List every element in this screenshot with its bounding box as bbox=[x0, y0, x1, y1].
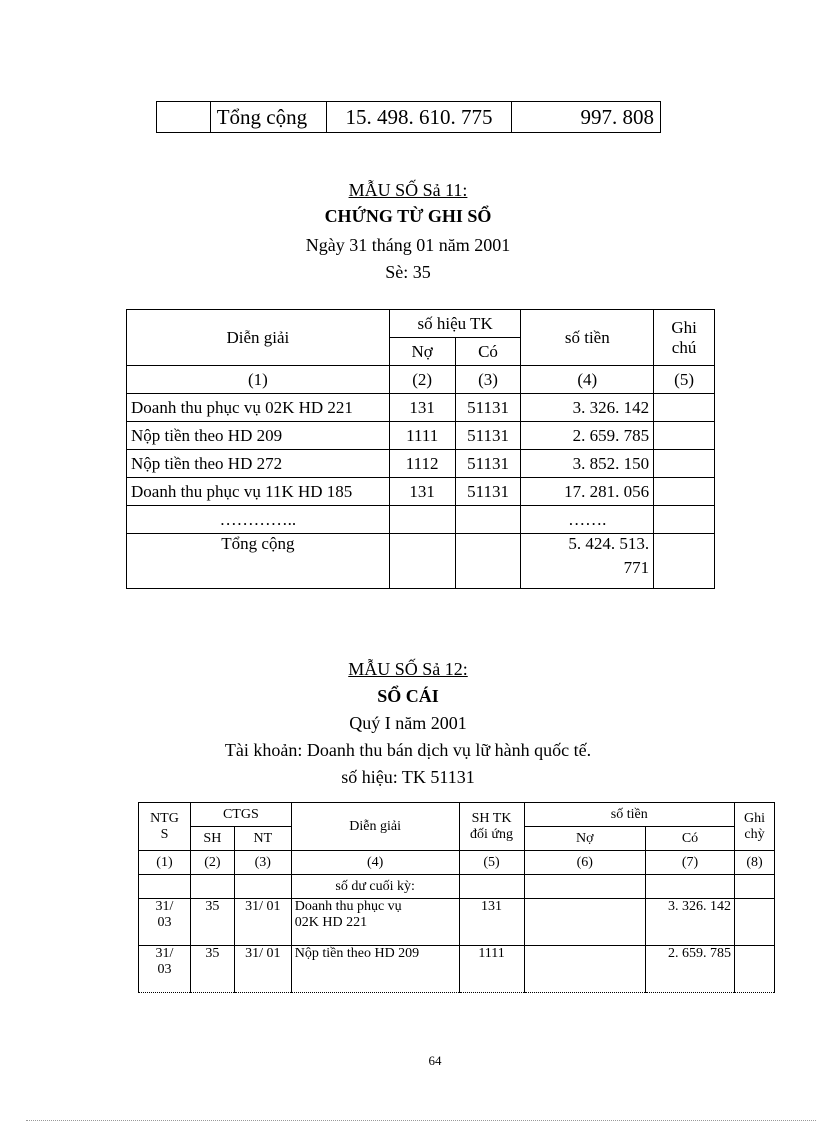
row-debit bbox=[524, 946, 646, 993]
row-sh: 35 bbox=[190, 946, 234, 993]
row-acct: 131 bbox=[459, 899, 524, 946]
opening-balance-label: số dư cuối kỳ: bbox=[291, 875, 459, 899]
ledger-table bbox=[138, 802, 775, 993]
row-desc: Doanh thu phục vụ 02K HD 221 bbox=[127, 394, 390, 422]
column-number-row bbox=[139, 851, 775, 875]
row-desc bbox=[291, 899, 459, 946]
row-note bbox=[654, 394, 715, 422]
row-credit: 2. 659. 785 bbox=[646, 946, 735, 993]
row-nt: 31/ 01 bbox=[234, 899, 291, 946]
col-number: (4) bbox=[291, 851, 459, 875]
header-debit: Nợ bbox=[524, 827, 646, 851]
empty-cell bbox=[190, 875, 234, 899]
total-amount-1: 15. 498. 610. 775 bbox=[326, 102, 512, 133]
row-date-line1: 31/ bbox=[155, 946, 174, 961]
row-acct: 1111 bbox=[459, 946, 524, 993]
form11-label: MẪU SỐ Sả 11: bbox=[348, 180, 468, 200]
total-amount-line2: 771 bbox=[623, 558, 650, 577]
empty-cell bbox=[459, 875, 524, 899]
row-desc-line1: Doanh thu phục vụ bbox=[294, 899, 402, 914]
row-date bbox=[139, 899, 191, 946]
page-bottom-rule bbox=[26, 1120, 816, 1121]
header-note-line2: chú bbox=[671, 337, 697, 357]
col-number: (3) bbox=[455, 366, 521, 394]
col-number: (2) bbox=[389, 366, 455, 394]
form12-title: SỔ CÁI bbox=[377, 686, 439, 706]
form12-account-no: số hiệu: TK 51131 bbox=[341, 767, 475, 787]
form12-label: MẪU SỐ Sả 12: bbox=[348, 659, 468, 679]
col-number: (5) bbox=[459, 851, 524, 875]
total-row bbox=[127, 534, 715, 589]
total-label: Tổng cộng bbox=[127, 534, 390, 589]
row-sh: 35 bbox=[190, 899, 234, 946]
row-amount: 2. 659. 785 bbox=[521, 422, 654, 450]
row-debit bbox=[524, 899, 646, 946]
total-amount-line1: 5. 424. 513. bbox=[568, 534, 650, 553]
col-number: (1) bbox=[127, 366, 390, 394]
header-account-no: số hiệu TK bbox=[389, 310, 521, 338]
total-row-table bbox=[156, 101, 661, 133]
header-sh: SH bbox=[190, 827, 234, 851]
ellipsis-amount: ……. bbox=[521, 506, 654, 534]
row-debit: 131 bbox=[389, 394, 455, 422]
col-number: (4) bbox=[521, 366, 654, 394]
row-desc-line2: 02K HD 221 bbox=[294, 915, 368, 930]
empty-cell bbox=[654, 534, 715, 589]
row-credit: 51131 bbox=[455, 394, 521, 422]
empty-cell bbox=[157, 102, 211, 133]
row-desc: Doanh thu phục vụ 11K HD 185 bbox=[127, 478, 390, 506]
total-amount-2: 997. 808 bbox=[512, 102, 661, 133]
header-ntgs bbox=[139, 803, 191, 851]
empty-cell bbox=[734, 899, 774, 946]
form12-period: Quý I năm 2001 bbox=[349, 713, 467, 733]
header-ctgs: CTGS bbox=[190, 803, 291, 827]
row-desc: Nộp tiền theo HD 209 bbox=[127, 422, 390, 450]
empty-cell bbox=[234, 875, 291, 899]
row-note bbox=[654, 450, 715, 478]
row-date-line1: 31/ bbox=[155, 899, 174, 914]
header-debit: Nợ bbox=[389, 338, 455, 366]
empty-cell bbox=[389, 506, 455, 534]
empty-cell bbox=[734, 875, 774, 899]
header-credit: Có bbox=[646, 827, 735, 851]
empty-cell bbox=[734, 946, 774, 993]
table-row bbox=[139, 946, 775, 993]
row-amount: 3. 326. 142 bbox=[521, 394, 654, 422]
row-note bbox=[654, 478, 715, 506]
row-date-line2: 03 bbox=[157, 915, 172, 930]
header-nt: NT bbox=[234, 827, 291, 851]
col-number: (3) bbox=[234, 851, 291, 875]
header-shtk-line1: SH TK bbox=[471, 810, 512, 826]
col-number: (2) bbox=[190, 851, 234, 875]
row-amount: 3. 852. 150 bbox=[521, 450, 654, 478]
header-amount: số tiền bbox=[524, 803, 734, 827]
voucher-table bbox=[126, 309, 715, 589]
table-row bbox=[127, 450, 715, 478]
header-note bbox=[734, 803, 774, 851]
header-credit: Có bbox=[455, 338, 521, 366]
empty-cell bbox=[389, 534, 455, 589]
row-debit: 1111 bbox=[389, 422, 455, 450]
row-debit: 1112 bbox=[389, 450, 455, 478]
opening-balance-row bbox=[139, 875, 775, 899]
row-credit: 51131 bbox=[455, 422, 521, 450]
empty-cell bbox=[455, 506, 521, 534]
table-row bbox=[127, 394, 715, 422]
table-row bbox=[139, 899, 775, 946]
header-amount: số tiền bbox=[521, 310, 654, 366]
header-ntgs-line1: NTG bbox=[150, 810, 179, 826]
row-credit: 51131 bbox=[455, 450, 521, 478]
empty-cell bbox=[646, 875, 735, 899]
row-nt: 31/ 01 bbox=[234, 946, 291, 993]
header-note-line2: chỳ bbox=[744, 826, 765, 842]
col-number: (6) bbox=[524, 851, 646, 875]
header-note-line1: Ghi bbox=[743, 810, 765, 826]
total-amount bbox=[521, 534, 654, 589]
row-date bbox=[139, 946, 191, 993]
col-number: (1) bbox=[139, 851, 191, 875]
empty-cell bbox=[524, 875, 646, 899]
total-row bbox=[157, 102, 661, 133]
header-desc: Diễn giải bbox=[291, 803, 459, 851]
row-debit: 131 bbox=[389, 478, 455, 506]
ellipsis-desc: ………….. bbox=[127, 506, 390, 534]
form11-date: Ngày 31 tháng 01 năm 2001 bbox=[305, 235, 511, 255]
total-label: Tổng cộng bbox=[210, 102, 326, 133]
row-desc bbox=[291, 946, 459, 993]
row-credit: 51131 bbox=[455, 478, 521, 506]
col-number: (8) bbox=[734, 851, 774, 875]
col-number: (7) bbox=[646, 851, 735, 875]
page-number: 64 bbox=[428, 1053, 442, 1068]
header-note-line1: Ghi bbox=[671, 317, 697, 337]
empty-cell bbox=[139, 875, 191, 899]
header-desc: Diễn giải bbox=[127, 310, 390, 366]
col-number: (5) bbox=[654, 366, 715, 394]
row-credit: 3. 326. 142 bbox=[646, 899, 735, 946]
form11-number: Sè: 35 bbox=[385, 262, 431, 282]
column-number-row bbox=[127, 366, 715, 394]
empty-cell bbox=[654, 506, 715, 534]
row-desc: Nộp tiền theo HD 272 bbox=[127, 450, 390, 478]
header-note bbox=[654, 310, 715, 366]
form12-account: Tài khoản: Doanh thu bán dịch vụ lữ hành quốc tế. bbox=[224, 740, 592, 760]
form11-title: CHỨNG TỪ GHI SỔ bbox=[324, 206, 492, 226]
row-desc-line1: Nộp tiền theo HD 209 bbox=[294, 946, 420, 961]
empty-cell bbox=[455, 534, 521, 589]
header-ntgs-line2: S bbox=[160, 826, 169, 842]
row-note bbox=[654, 422, 715, 450]
header-shtk-line2: đối ứng bbox=[470, 826, 514, 842]
header-shtk bbox=[459, 803, 524, 851]
ellipsis-row bbox=[127, 506, 715, 534]
table-row bbox=[127, 422, 715, 450]
table-row bbox=[127, 478, 715, 506]
row-amount: 17. 281. 056 bbox=[521, 478, 654, 506]
row-date-line2: 03 bbox=[157, 962, 172, 977]
